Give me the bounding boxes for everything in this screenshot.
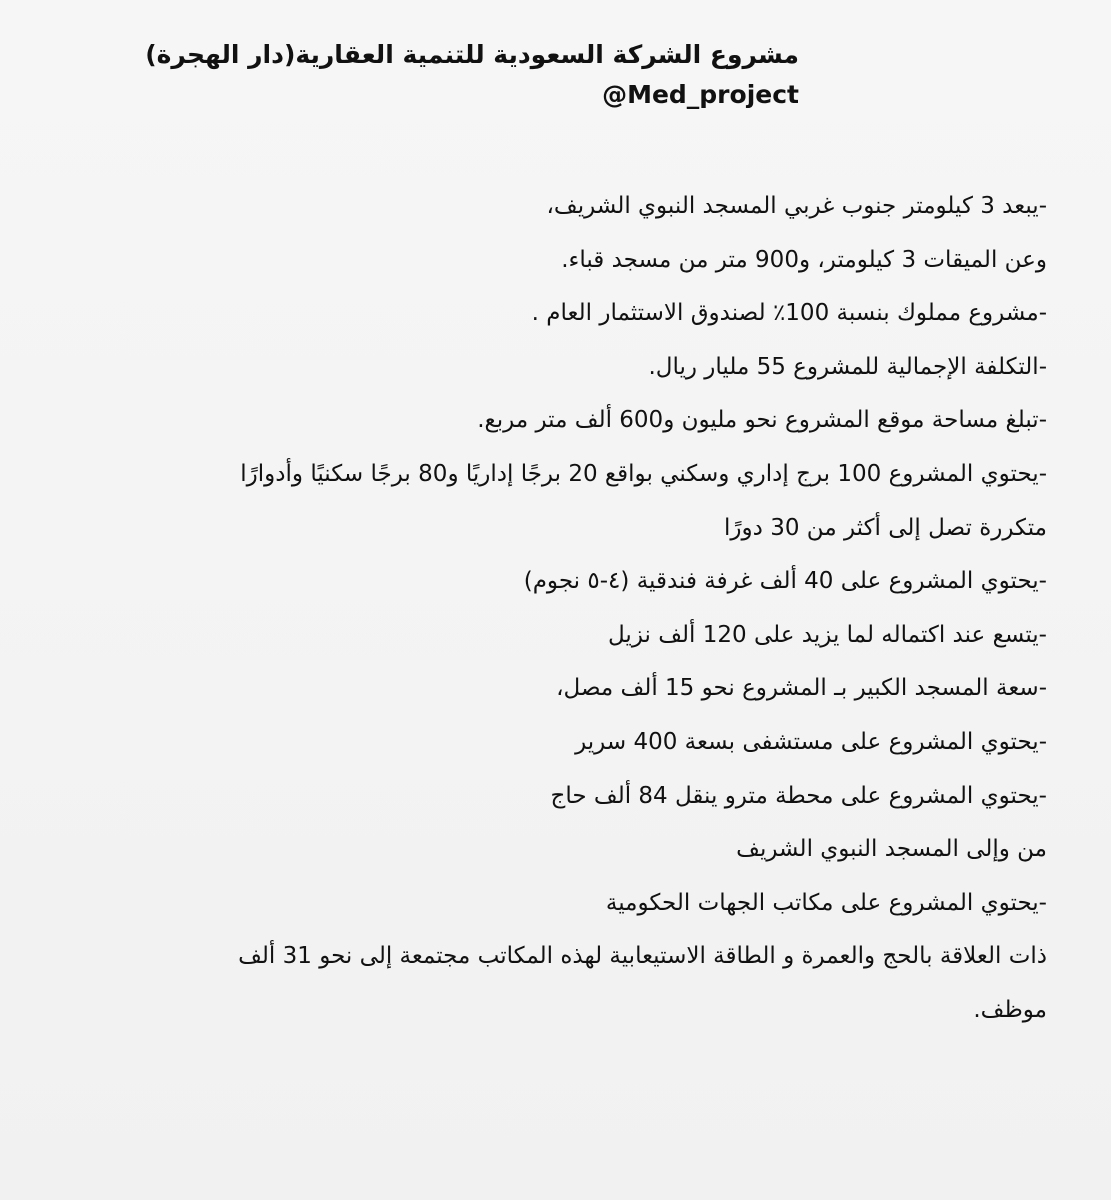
- body-line: موظف.: [973, 996, 1047, 1023]
- body-line: -يحتوي المشروع على مستشفى بسعة 400 سرير: [575, 728, 1047, 755]
- body-line: -مشروع مملوك بنسبة 100٪ لصندوق الاستثمار العام .: [531, 300, 1047, 327]
- body-line: ذات العلاقة بالحج والعمرة و الطاقة الاستيعابية لهذه المكاتب مجتمعة إلى نحو 31 ألف: [238, 943, 1047, 970]
- body-line: -التكلفة الإجمالية للمشروع 55 مليار ريال.: [648, 353, 1047, 380]
- document-body: [57, 180, 1047, 1038]
- body-line: -تبلغ مساحة موقع المشروع نحو مليون و600 ألف متر مربع.: [477, 407, 1047, 434]
- body-line: من وإلى المسجد النبوي الشريف: [736, 836, 1047, 863]
- body-line: -يحتوي المشروع على مكاتب الجهات الحكومية: [605, 889, 1047, 916]
- body-line: وعن الميقات 3 كيلومتر، و900 متر من مسجد قباء.: [561, 246, 1047, 273]
- twitter-handle: @Med_project: [602, 80, 799, 109]
- body-line: -يتسع عند اكتماله لما يزيد على 120 ألف نزيل: [608, 621, 1047, 648]
- document-header: [145, 34, 799, 114]
- body-line: -يحتوي المشروع 100 برج إداري وسكني بواقع 20 برجًا إداريًا و80 برجًا سكنيًا وأدوارًا: [240, 460, 1047, 487]
- document-title: مشروع الشركة السعودية للتنمية العقارية(دار الهجرة): [145, 40, 799, 69]
- body-line: متكررة تصل إلى أكثر من 30 دورًا: [724, 514, 1047, 541]
- body-line: -سعة المسجد الكبير بـ المشروع نحو 15 ألف مصل،: [556, 675, 1047, 702]
- body-line: -يبعد 3 كيلومتر جنوب غربي المسجد النبوي الشريف،: [546, 193, 1047, 219]
- body-line: -يحتوي المشروع على محطة مترو ينقل 84 ألف حاج: [550, 782, 1047, 809]
- body-line: -يحتوي المشروع على 40 ألف غرفة فندقية (٤-٥ نجوم): [523, 568, 1047, 595]
